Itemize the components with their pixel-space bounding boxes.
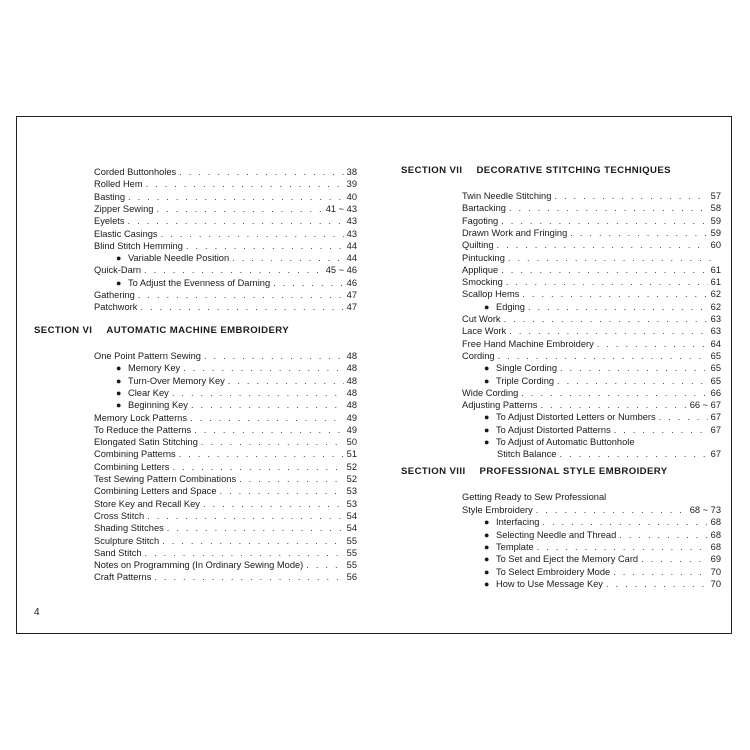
toc-entry bbox=[94, 301, 357, 313]
toc-entry-page: 62 bbox=[710, 301, 721, 312]
dot-leader bbox=[194, 424, 343, 436]
toc-entry bbox=[94, 461, 357, 473]
toc-entry-title: Edging bbox=[496, 301, 525, 312]
toc-entry bbox=[116, 387, 357, 399]
toc-entry-page: 63 bbox=[710, 314, 721, 324]
toc-entry-title: Eyelets bbox=[94, 216, 125, 227]
section-number: SECTION VI bbox=[34, 325, 93, 336]
toc-entry-title: Elongated Satin Stitching bbox=[94, 437, 198, 448]
dot-leader bbox=[228, 375, 344, 387]
section-number: SECTION VIII bbox=[401, 466, 466, 477]
dot-leader bbox=[506, 276, 708, 288]
dot-leader bbox=[497, 239, 708, 251]
section-heading-vii bbox=[401, 165, 671, 176]
toc-entry-page: 52 bbox=[346, 461, 357, 472]
toc-entry-page: 54 bbox=[346, 523, 357, 534]
toc-entry-page: 48 bbox=[346, 400, 357, 411]
toc-entry bbox=[484, 578, 721, 590]
toc-entry bbox=[484, 566, 721, 578]
dot-leader bbox=[522, 288, 707, 300]
toc-entry-page: 67 bbox=[710, 424, 721, 435]
toc-entry-page: 65 bbox=[710, 350, 721, 361]
dot-leader bbox=[172, 461, 343, 473]
toc-entry-title: Craft Patterns bbox=[94, 572, 152, 583]
dot-leader bbox=[201, 436, 344, 448]
toc-entry-title: How to Use Message Key bbox=[496, 578, 603, 589]
section-title: DECORATIVE STITCHING TECHNIQUES bbox=[476, 165, 671, 176]
toc-entry-title: Twin Needle Stitching bbox=[462, 191, 552, 201]
toc-entry-page: 66 bbox=[710, 387, 721, 398]
dot-leader bbox=[140, 301, 343, 313]
toc-entry-title: To Set and Eject the Memory Card bbox=[496, 554, 639, 565]
dot-leader bbox=[145, 547, 344, 559]
section-title: PROFESSIONAL STYLE EMBROIDERY bbox=[479, 466, 668, 477]
toc-entry bbox=[94, 264, 357, 276]
toc-entry-title: To Reduce the Patterns bbox=[94, 424, 192, 435]
toc-entry-page: 56 bbox=[346, 572, 357, 583]
toc-entry bbox=[94, 571, 357, 583]
toc-entry bbox=[94, 473, 357, 485]
toc-entry-title: Patchwork bbox=[94, 302, 138, 313]
dot-leader bbox=[501, 215, 707, 227]
toc-entry-page: 59 bbox=[710, 215, 721, 226]
toc-entry bbox=[94, 289, 357, 301]
toc-entry-title: Zipper Sewing bbox=[94, 203, 154, 214]
bullet-icon: ● bbox=[484, 566, 490, 577]
toc-entry-page: 62 bbox=[710, 289, 721, 300]
dot-leader bbox=[146, 178, 344, 190]
dot-leader bbox=[179, 448, 344, 460]
dot-leader bbox=[191, 399, 344, 411]
dot-leader bbox=[167, 522, 344, 534]
toc-entry-page: 43 bbox=[346, 228, 357, 239]
dot-leader bbox=[536, 504, 687, 516]
bullet-icon: ● bbox=[484, 541, 490, 552]
toc-entry-title: Template bbox=[496, 541, 534, 552]
toc-entry-title: Beginning Key bbox=[128, 400, 188, 411]
dot-leader bbox=[183, 362, 343, 374]
toc-entry-page: 69 bbox=[710, 554, 721, 565]
dot-leader bbox=[179, 166, 343, 178]
bullet-icon: ● bbox=[484, 529, 490, 540]
dot-leader bbox=[509, 325, 707, 337]
toc-entry-title: Combining Letters and Space bbox=[94, 486, 217, 497]
dot-leader bbox=[509, 202, 708, 214]
dot-leader bbox=[498, 350, 708, 362]
toc-entry-title: Memory Key bbox=[128, 363, 181, 374]
toc-entry bbox=[94, 240, 357, 252]
section-heading-viii bbox=[401, 466, 668, 477]
toc-entry bbox=[116, 399, 357, 411]
toc-entry-title: Memory Lock Patterns bbox=[94, 412, 188, 423]
toc-entry-title: Cut Work bbox=[462, 314, 501, 324]
bullet-icon: ● bbox=[116, 363, 122, 374]
toc-entry-title: Rolled Hem bbox=[94, 179, 143, 190]
toc-entry bbox=[462, 276, 721, 288]
toc-entry bbox=[94, 215, 357, 227]
bullet-icon: ● bbox=[484, 578, 490, 589]
toc-entry-title: Turn-Over Memory Key bbox=[128, 375, 225, 386]
bullet-icon: ● bbox=[484, 517, 490, 528]
toc-entry-page: 55 bbox=[346, 560, 357, 571]
toc-entry bbox=[94, 228, 357, 240]
toc-entry-title: One Point Pattern Sewing bbox=[94, 351, 201, 361]
toc-entry-title: Gathering bbox=[94, 290, 135, 300]
toc-entry-title: Applique bbox=[462, 264, 499, 275]
toc-entry bbox=[94, 510, 357, 522]
toc-entry-page: 48 bbox=[346, 375, 357, 386]
dot-leader bbox=[161, 228, 344, 240]
toc-entry-title: To Adjust Distorted Patterns bbox=[496, 424, 611, 435]
toc-entry-title: Stitch Balance bbox=[497, 449, 557, 460]
dot-leader bbox=[559, 448, 707, 460]
toc-entry-page: 61 bbox=[710, 277, 721, 288]
bullet-icon: ● bbox=[116, 387, 122, 398]
toc-entry bbox=[94, 535, 357, 547]
toc-entry-page: 53 bbox=[346, 486, 357, 497]
bullet-icon: ● bbox=[484, 437, 490, 447]
dot-leader bbox=[186, 240, 344, 252]
dot-leader bbox=[138, 289, 344, 301]
toc-entry-title: To Adjust Distorted Letters or Numbers bbox=[496, 412, 656, 423]
toc-entry bbox=[484, 436, 721, 448]
toc-entry-title: Adjusting Patterns bbox=[462, 400, 538, 411]
toc-entry-title: Shading Stitches bbox=[94, 523, 164, 534]
toc-entry-title: Sand Stitch bbox=[94, 547, 142, 558]
dot-leader bbox=[203, 498, 344, 510]
toc-entry-title: Quilting bbox=[462, 240, 494, 251]
dot-leader bbox=[540, 399, 686, 411]
toc-entry bbox=[462, 215, 721, 227]
toc-entry bbox=[94, 424, 357, 436]
toc-entry-title: Style Embroidery bbox=[462, 505, 533, 515]
toc-entry-page: 47 bbox=[346, 302, 357, 313]
toc-entry bbox=[94, 203, 357, 215]
toc-entry-page: 55 bbox=[346, 535, 357, 546]
toc-entry-title: Clear Key bbox=[128, 387, 169, 398]
toc-entry-page: 68 bbox=[710, 541, 721, 552]
toc-entry-title: To Adjust of Automatic Buttonhole bbox=[496, 437, 635, 447]
toc-entry bbox=[462, 325, 721, 337]
toc-entry bbox=[462, 227, 721, 239]
dot-leader bbox=[537, 541, 708, 553]
toc-entry-page: 55 bbox=[346, 547, 357, 558]
toc-entry bbox=[462, 491, 721, 503]
dot-leader bbox=[641, 553, 708, 565]
toc-entry bbox=[484, 541, 721, 553]
toc-entry-page: 61 bbox=[710, 264, 721, 275]
toc-entry-page: 41 ~ 43 bbox=[325, 203, 357, 214]
toc-entry-title: Triple Cording bbox=[496, 375, 555, 386]
dot-leader bbox=[220, 485, 344, 497]
toc-entry bbox=[94, 412, 357, 424]
bullet-icon: ● bbox=[484, 363, 490, 374]
toc-entry-title: Sculpture Stitch bbox=[94, 535, 160, 546]
toc-entry bbox=[462, 504, 721, 516]
toc-entry bbox=[462, 288, 721, 300]
toc-entry bbox=[484, 411, 721, 423]
toc-entry-title: Combining Letters bbox=[94, 461, 170, 472]
toc-entry-title: Test Sewing Pattern Combinations bbox=[94, 474, 237, 484]
toc-entry-page: 65 bbox=[710, 375, 721, 386]
toc-entry bbox=[94, 547, 357, 559]
toc-entry bbox=[462, 202, 721, 214]
toc-entry-title: Interfacing bbox=[496, 517, 540, 528]
toc-entry bbox=[484, 516, 721, 528]
dot-leader bbox=[614, 424, 708, 436]
toc-entry-title: Bartacking bbox=[462, 203, 506, 214]
toc-entry-title: Basting bbox=[94, 191, 126, 202]
page-number: 4 bbox=[34, 607, 40, 618]
toc-entry-page: 38 bbox=[346, 167, 357, 177]
toc-entry-page: 70 bbox=[710, 578, 721, 589]
dot-leader bbox=[204, 350, 344, 362]
toc-entry bbox=[462, 313, 721, 325]
toc-entry-page: 68 bbox=[710, 529, 721, 540]
toc-entry bbox=[462, 264, 721, 276]
toc-entry-title: Free Hand Machine Embroidery bbox=[462, 338, 594, 349]
toc-entry bbox=[116, 252, 357, 264]
dot-leader bbox=[521, 387, 707, 399]
toc-entry-page: 45 ~ 46 bbox=[325, 265, 357, 276]
bullet-icon: ● bbox=[116, 253, 122, 264]
bullet-icon: ● bbox=[484, 554, 490, 565]
dot-leader bbox=[162, 535, 344, 547]
dot-leader bbox=[554, 190, 707, 202]
dot-leader bbox=[606, 578, 708, 590]
toc-entry-page: 48 bbox=[346, 351, 357, 361]
toc-entry bbox=[484, 362, 721, 374]
toc-entry bbox=[462, 338, 721, 350]
toc-entry-page: 52 bbox=[346, 474, 357, 484]
toc-entry bbox=[94, 350, 357, 362]
dot-leader bbox=[306, 559, 343, 571]
dot-leader bbox=[154, 571, 343, 583]
toc-entry-title: Getting Ready to Sew Professional bbox=[462, 492, 607, 502]
dot-leader bbox=[239, 473, 344, 485]
toc-entry-page: 67 bbox=[710, 412, 721, 423]
manual-page bbox=[16, 116, 732, 634]
toc-entry-page: 67 bbox=[710, 449, 721, 460]
toc-entry-page: 64 bbox=[710, 338, 721, 349]
toc-entry bbox=[116, 362, 357, 374]
toc-entry bbox=[484, 424, 721, 436]
dot-leader bbox=[542, 516, 707, 528]
toc-entry-title: Lace Work bbox=[462, 326, 507, 337]
toc-entry-title: Variable Needle Position bbox=[128, 253, 230, 264]
toc-entry bbox=[94, 559, 357, 571]
dot-leader bbox=[156, 203, 322, 215]
toc-entry bbox=[462, 190, 721, 202]
toc-entry-title: Corded Buttonholes bbox=[94, 167, 177, 177]
toc-entry-page: 53 bbox=[346, 498, 357, 509]
dot-leader bbox=[232, 252, 344, 264]
toc-entry-page: 51 bbox=[346, 449, 357, 460]
dot-leader bbox=[273, 277, 344, 289]
bullet-icon: ● bbox=[116, 375, 122, 386]
toc-entry bbox=[497, 448, 721, 460]
toc-entry bbox=[462, 252, 721, 264]
toc-entry-page: 50 bbox=[346, 437, 357, 448]
toc-entry-page: 44 bbox=[346, 253, 357, 264]
toc-entry bbox=[94, 522, 357, 534]
section-title: AUTOMATIC MACHINE EMBROIDERY bbox=[106, 325, 290, 336]
toc-entry-title: Drawn Work and Fringing bbox=[462, 227, 568, 238]
toc-entry-page: 48 bbox=[346, 387, 357, 398]
toc-entry-page: 48 bbox=[346, 363, 357, 374]
toc-entry bbox=[484, 553, 721, 565]
toc-entry-title: Pintucking bbox=[462, 252, 505, 263]
toc-entry-title: To Select Embroidery Mode bbox=[496, 566, 611, 577]
toc-entry-title: Store Key and Recall Key bbox=[94, 498, 200, 509]
toc-entry-title: Wide Cording bbox=[462, 387, 519, 398]
toc-entry-page: 47 bbox=[346, 290, 357, 300]
toc-entry-page: 57 bbox=[710, 191, 721, 201]
dot-leader bbox=[528, 301, 708, 313]
dot-leader bbox=[557, 375, 708, 387]
dot-leader bbox=[659, 411, 708, 423]
toc-entry-page: 40 bbox=[346, 191, 357, 202]
toc-entry bbox=[462, 350, 721, 362]
section-heading-vi bbox=[34, 325, 289, 336]
bullet-icon: ● bbox=[484, 301, 490, 312]
toc-entry-title: Selecting Needle and Thread bbox=[496, 529, 617, 540]
toc-entry bbox=[94, 166, 357, 178]
dot-leader bbox=[508, 252, 718, 264]
bullet-icon: ● bbox=[116, 277, 122, 288]
toc-entry bbox=[94, 448, 357, 460]
toc-entry-page: 49 bbox=[346, 424, 357, 435]
toc-entry-title: Cross Stitch bbox=[94, 510, 145, 521]
toc-entry-page: 46 bbox=[346, 277, 357, 288]
toc-entry-title: Combining Patterns bbox=[94, 449, 176, 460]
dot-leader bbox=[147, 510, 344, 522]
toc-entry-title: Cording bbox=[462, 350, 495, 361]
toc-entry-title: Elastic Casings bbox=[94, 228, 158, 239]
toc-entry-title: Scallop Hems bbox=[462, 289, 520, 300]
toc-entry bbox=[484, 529, 721, 541]
bullet-icon: ● bbox=[484, 375, 490, 386]
toc-entry-title: Blind Stitch Hemming bbox=[94, 240, 183, 251]
toc-entry-title: To Adjust the Evenness of Darning bbox=[128, 277, 271, 288]
toc-entry-page: 59 bbox=[710, 227, 721, 238]
bullet-icon: ● bbox=[484, 412, 490, 423]
toc-entry bbox=[116, 375, 357, 387]
dot-leader bbox=[128, 215, 344, 227]
dot-leader bbox=[560, 362, 708, 374]
section-number: SECTION VII bbox=[401, 165, 463, 176]
bullet-icon: ● bbox=[484, 424, 490, 435]
toc-entry-page: 44 bbox=[346, 240, 357, 251]
toc-entry bbox=[94, 191, 357, 203]
toc-entry-title: Fagoting bbox=[462, 215, 499, 226]
toc-entry-page: 63 bbox=[710, 326, 721, 337]
dot-leader bbox=[613, 566, 707, 578]
toc-entry bbox=[484, 301, 721, 313]
toc-entry-title: Quick-Darn bbox=[94, 265, 142, 276]
toc-entry bbox=[94, 178, 357, 190]
toc-entry-title: Notes on Programming (In Ordinary Sewing Mode) bbox=[94, 560, 304, 571]
toc-entry-title: Smocking bbox=[462, 277, 503, 288]
toc-entry-page: 43 bbox=[346, 216, 357, 227]
toc-entry-page: 60 bbox=[710, 240, 721, 251]
toc-entry bbox=[116, 277, 357, 289]
dot-leader bbox=[597, 338, 708, 350]
dot-leader bbox=[619, 529, 707, 541]
toc-entry-page: 54 bbox=[346, 510, 357, 521]
toc-entry-page: 68 ~ 73 bbox=[689, 505, 721, 515]
toc-entry bbox=[462, 387, 721, 399]
toc-entry bbox=[94, 436, 357, 448]
toc-entry bbox=[94, 485, 357, 497]
toc-entry-title: Single Cording bbox=[496, 363, 557, 374]
toc-entry-page: 39 bbox=[346, 179, 357, 190]
bullet-icon: ● bbox=[116, 400, 122, 411]
toc-entry-page: 70 bbox=[710, 566, 721, 577]
toc-entry bbox=[94, 498, 357, 510]
toc-entry bbox=[462, 239, 721, 251]
toc-entry bbox=[484, 375, 721, 387]
dot-leader bbox=[570, 227, 707, 239]
dot-leader bbox=[504, 313, 708, 325]
toc-entry bbox=[462, 399, 721, 411]
dot-leader bbox=[128, 191, 344, 203]
dot-leader bbox=[190, 412, 344, 424]
toc-entry-page: 66 ~ 67 bbox=[689, 400, 721, 411]
dot-leader bbox=[144, 264, 323, 276]
toc-entry-page: 65 bbox=[710, 363, 721, 374]
dot-leader bbox=[172, 387, 344, 399]
toc-entry-page: 49 bbox=[346, 412, 357, 423]
dot-leader bbox=[501, 264, 707, 276]
toc-entry-page: 58 bbox=[710, 203, 721, 214]
toc-entry-page: 68 bbox=[710, 517, 721, 528]
